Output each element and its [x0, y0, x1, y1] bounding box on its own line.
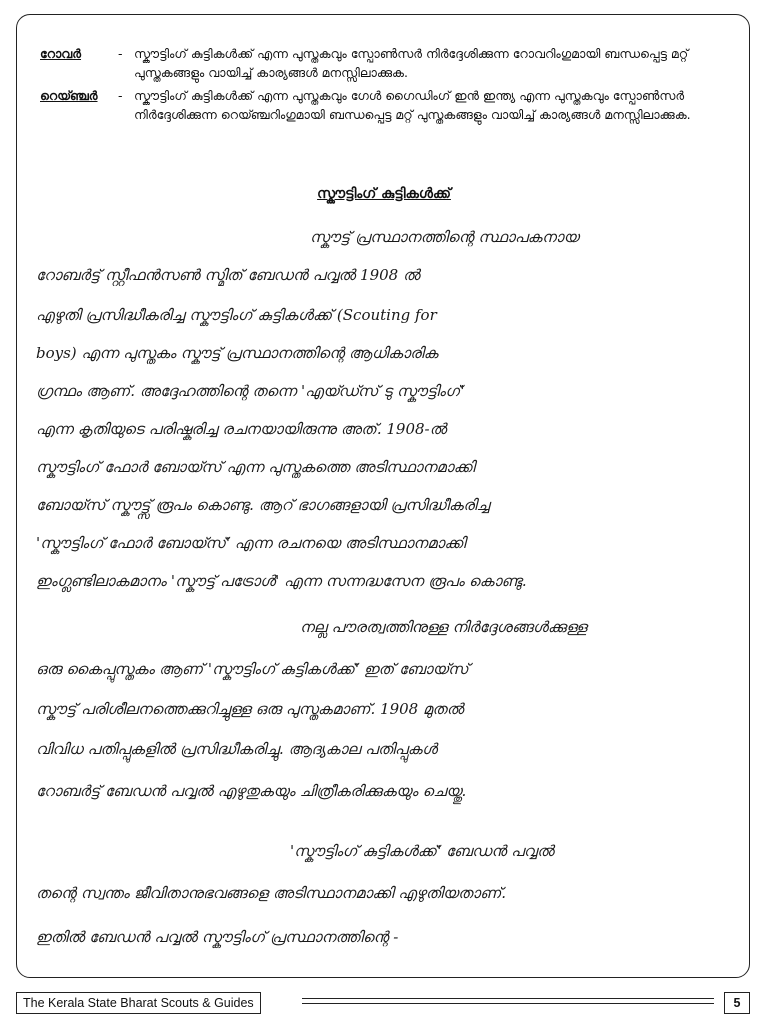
section-title: സ്കൗട്ടിംഗ് കുട്ടികൾക്ക് — [317, 186, 451, 202]
handwritten-line: 'സ്കൗട്ടിംഗ് കുട്ടികൾക്ക്' ബേഡൻ പവ്വൽ — [290, 842, 554, 860]
page-number: 5 — [724, 992, 750, 1014]
definition-dash: - — [118, 46, 123, 61]
handwritten-line: നല്ല പൗരത്വത്തിനുള്ള നിർദ്ദേശങ്ങൾക്കുള്ള — [300, 618, 587, 636]
handwritten-line: റോബർട്ട് സ്റ്റീഫൻസൺ സ്മിത് ബേഡൻ പവ്വൽ 1908 ൽ — [36, 266, 420, 284]
definition-term: റെയ്ഞ്ചർ — [40, 88, 98, 103]
handwritten-line: ഒരു കൈപ്പുസ്തകം ആണ് 'സ്കൗട്ടിംഗ് കുട്ടികൾക്ക്' ഇത് ബോയ്സ് — [36, 660, 469, 678]
handwritten-line: 'സ്കൗട്ടിംഗ് ഫോർ ബോയ്സ്' എന്ന രചനയെ അടിസ്ഥാനമാക്കി — [36, 534, 466, 552]
handwritten-line: റോബർട്ട് ബേഡൻ പവ്വൽ എഴുതുകയും ചിത്രീകരിക്കുകയും ചെയ്തു. — [36, 782, 467, 800]
handwritten-line: സ്കൗട്ട് പ്രസ്ഥാനത്തിന്റെ സ്ഥാപകനായ — [310, 228, 579, 246]
handwritten-line: എന്ന കൃതിയുടെ പരിഷ്കരിച്ച രചനയായിരുന്നു അത്. 1908-ൽ — [36, 420, 447, 438]
definition-text: സ്കൗട്ടിംഗ് കുട്ടികൾക്ക് എന്ന പുസ്തകവും സ്പോൺസർ നിർദ്ദേശിക്കുന്ന റോവറിംഗുമായി ബന്ധപ്പെട്ട മറ്റ് പുസ്തകങ്ങളും വായിച്ച് കാര്യങ്ങൾ മനസ്സിലാക്കുക. — [134, 46, 689, 80]
page-footer — [16, 988, 750, 1018]
handwritten-line: സ്കൗട്ട് പരിശീലനത്തെക്കുറിച്ചുള്ള ഒരു പുസ്തകമാണ്. 1908 മുതൽ — [36, 700, 464, 718]
footer-divider — [302, 998, 714, 1004]
handwritten-line: വിവിധ പതിപ്പുകളിൽ പ്രസിദ്ധീകരിച്ചു. ആദ്യകാല പതിപ്പുകൾ — [36, 740, 438, 758]
definition-text: സ്കൗട്ടിംഗ് കുട്ടികൾക്ക് എന്ന പുസ്തകവും ഗേൾ ഗൈഡിംഗ് ഇൻ ഇന്ത്യ എന്ന പുസ്തകവും സ്പോൺസർ നിർദ്ദേശിക്കുന്ന റെയ്ഞ്ചറിംഗുമായി ബന്ധപ്പെട്ട മറ്റ് പുസ്തകങ്ങളും വായിച്ച് കാര്യങ്ങൾ മനസ്സിലാക്കുക. — [134, 88, 691, 122]
handwritten-line: സ്കൗട്ടിംഗ് ഫോർ ബോയ്സ് എന്ന പുസ്തകത്തെ അടിസ്ഥാനമാക്കി — [36, 458, 475, 476]
handwritten-line: ഗ്രന്ഥം ആണ്. അദ്ദേഹത്തിന്റെ തന്നെ 'എയ്ഡ്സ് ടു സ്കൗട്ടിംഗ്' — [36, 382, 465, 400]
handwritten-line: ബോയ്സ് സ്കൗട്ട്സ് രൂപം കൊണ്ടു. ആറ് ഭാഗങ്ങളായി പ്രസിദ്ധീകരിച്ച — [36, 496, 490, 514]
handwritten-line: boys) എന്ന പുസ്തകം സ്കൗട്ട് പ്രസ്ഥാനത്തിന്റെ ആധികാരിക — [36, 344, 438, 362]
handwritten-line: ഇംഗ്ലണ്ടിലാകമാനം 'സ്കൗട്ട് പട്രോൾ' എന്ന സന്നദ്ധസേന രൂപം കൊണ്ടു. — [36, 572, 527, 590]
handwritten-line: ഇതിൽ ബേഡൻ പവ്വൽ സ്കൗട്ടിംഗ് പ്രസ്ഥാനത്തിന്റെ - — [36, 928, 399, 946]
definition-term: റോവർ — [40, 46, 82, 61]
footer-organization: The Kerala State Bharat Scouts & Guides — [16, 992, 261, 1014]
handwritten-line: തന്റെ സ്വന്തം ജീവിതാനുഭവങ്ങളെ അടിസ്ഥാനമാക്കി എഴുതിയതാണ്. — [36, 884, 507, 902]
definition-dash: - — [118, 88, 123, 103]
handwritten-line: എഴുതി പ്രസിദ്ധീകരിച്ച സ്കൗട്ടിംഗ് കുട്ടികൾക്ക് (Scouting for — [36, 306, 437, 324]
